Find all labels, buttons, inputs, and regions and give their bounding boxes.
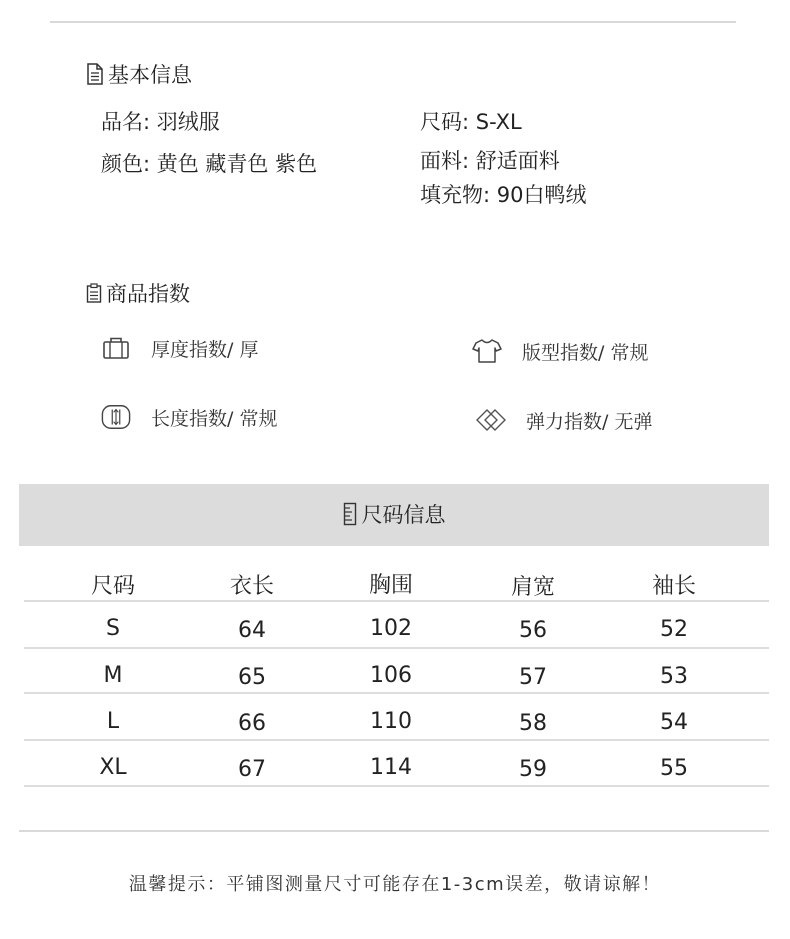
table-cell: 53 <box>660 664 688 689</box>
table-header: 衣长 <box>229 574 274 599</box>
size-info-banner <box>19 484 769 546</box>
color-options: 颜色: 黄色 藏青色 紫色 <box>101 152 318 176</box>
table-divider <box>24 692 769 694</box>
table-cell: M <box>103 663 123 688</box>
filling: 填充物: 90白鸭绒 <box>420 183 587 207</box>
table-cell: 54 <box>660 710 688 735</box>
table-cell: S <box>106 616 120 641</box>
table-header: 袖长 <box>651 574 696 599</box>
table-header: 胸围 <box>368 573 413 598</box>
product-name: 品名: 羽绒服 <box>101 110 220 134</box>
index-item-length <box>101 402 277 432</box>
index-label-fit: 版型指数/ 常规 <box>522 341 649 364</box>
length-icon <box>101 402 131 432</box>
fabric: 面料: 舒适面料 <box>420 149 560 173</box>
table-cell: 56 <box>519 618 547 643</box>
table-cell: 58 <box>519 711 547 736</box>
index-label-elasticity: 弹力指数/ 无弹 <box>526 410 653 433</box>
size-info-heading <box>19 499 769 529</box>
table-cell: 114 <box>370 755 412 780</box>
table-cell: 55 <box>660 756 688 781</box>
bag-icon <box>101 333 131 363</box>
index-label-thickness: 厚度指数/ 厚 <box>151 338 259 361</box>
clipboard-icon <box>86 283 102 303</box>
table-cell: L <box>106 709 120 734</box>
basic-info-heading <box>86 59 192 89</box>
table-cell: 59 <box>519 757 547 782</box>
product-index-title: 商品指数 <box>106 282 190 306</box>
index-item-fit <box>472 336 648 366</box>
table-cell: 102 <box>370 616 412 641</box>
table-cell: 66 <box>238 711 266 736</box>
table-cell: 65 <box>238 665 266 690</box>
measurement-tip: 温馨提示：平铺图测量尺寸可能存在1-3cm误差，敬请谅解！ <box>128 874 662 895</box>
size-info-title: 尺码信息 <box>361 503 446 527</box>
table-cell: 106 <box>370 663 412 688</box>
bottom-divider <box>19 830 769 832</box>
table-cell: 52 <box>660 617 688 642</box>
index-item-thickness <box>101 333 258 363</box>
index-item-elasticity <box>476 405 652 435</box>
table-cell: XL <box>99 755 127 780</box>
table-cell: 64 <box>238 618 266 643</box>
table-divider <box>24 647 769 649</box>
basic-info-title: 基本信息 <box>108 63 192 87</box>
size-range: 尺码: S-XL <box>420 110 522 134</box>
table-cell: 110 <box>370 709 412 734</box>
table-header: 尺码 <box>90 574 135 599</box>
table-divider <box>24 600 769 602</box>
diamond-icon <box>476 405 506 435</box>
table-cell: 57 <box>519 665 547 690</box>
ruler-icon <box>343 502 357 526</box>
index-label-length: 长度指数/ 常规 <box>151 407 278 430</box>
top-divider <box>50 21 736 23</box>
tshirt-icon <box>472 336 502 366</box>
product-index-heading <box>86 278 190 308</box>
table-divider <box>24 785 769 787</box>
document-icon <box>86 63 104 85</box>
table-divider <box>24 739 769 741</box>
table-cell: 67 <box>238 757 266 782</box>
table-header: 肩宽 <box>510 575 555 600</box>
